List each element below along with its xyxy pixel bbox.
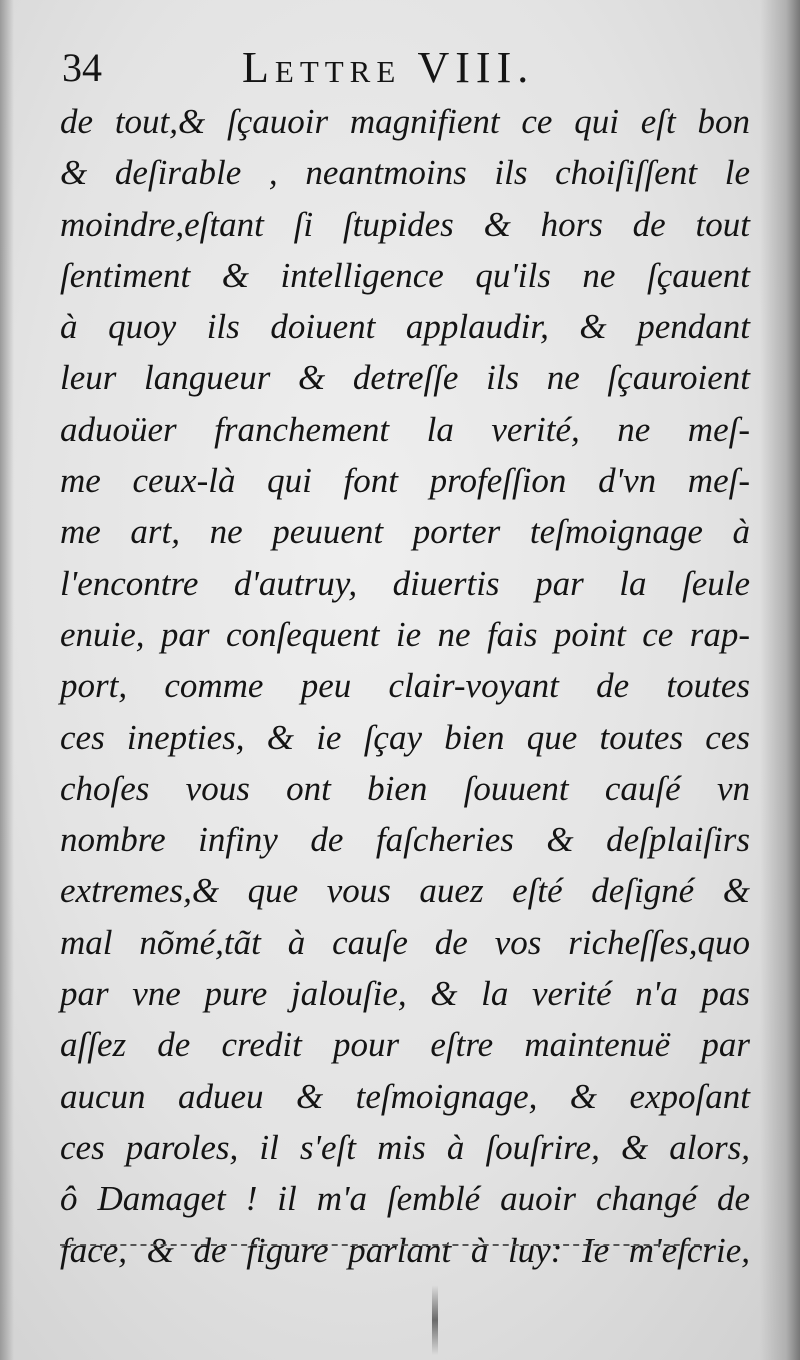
footer-rule bbox=[60, 1244, 710, 1246]
paper-crease-mark bbox=[432, 1285, 438, 1355]
text-line: extremes,& que vous auez eſté deſigné & bbox=[60, 871, 750, 911]
text-line: port, comme peu clair-voyant de toutes bbox=[60, 666, 750, 706]
text-line: ſentiment & intelligence qu'ils ne ſçauent bbox=[60, 255, 750, 295]
text-line: me art, ne peuuent porter teſmoignage à bbox=[60, 512, 750, 552]
text-line: enuie, par conſequent ie ne fais point ce rap- bbox=[60, 614, 750, 654]
text-line: à quoy ils doiuent applaudir, & pendant bbox=[60, 307, 750, 347]
text-line: de tout,& ſçauoir magnifient ce qui eſt bon bbox=[60, 102, 750, 141]
text-line: me ceux-là qui font profeſſion d'vn meſ- bbox=[60, 461, 750, 501]
text-line: face, & de figure parlant à luy: Ie m'eſcrie, bbox=[60, 1230, 750, 1270]
text-line: ces paroles, il s'eſt mis à ſouſrire, & alors, bbox=[60, 1127, 750, 1167]
running-head: Lettre VIII. bbox=[242, 43, 535, 92]
page-gutter-shadow bbox=[760, 0, 800, 1360]
body-text bbox=[60, 96, 750, 1276]
text-line: leur langueur & detreſſe ils ne ſçauroient bbox=[60, 358, 750, 398]
page-number: 34 bbox=[62, 45, 102, 90]
text-line: aſſez de credit pour eſtre maintenuë par bbox=[60, 1025, 750, 1065]
text-line: & deſirable , neantmoins ils choiſiſſent le bbox=[60, 153, 750, 193]
text-line: mal nõmé,tãt à cauſe de vos richeſſes,quo bbox=[60, 922, 750, 962]
text-line: aduoüer franchement la verité, ne meſ- bbox=[60, 409, 750, 449]
text-line: par vne pure jalouſie, & la verité n'a pas bbox=[60, 974, 750, 1014]
page-header bbox=[62, 40, 742, 100]
page-left-shadow bbox=[0, 0, 14, 1360]
text-line: aucun adueu & teſmoignage, & expoſant bbox=[60, 1076, 750, 1116]
text-line: l'encontre d'autruy, diuertis par la ſeule bbox=[60, 563, 750, 603]
text-line: moindre,eſtant ſi ſtupides & hors de tout bbox=[60, 204, 750, 244]
text-line: ces inepties, & ie ſçay bien que toutes ces bbox=[60, 717, 750, 757]
text-line: choſes vous ont bien ſouuent cauſé vn bbox=[60, 768, 750, 808]
text-line: ô Damaget ! il m'a ſemblé auoir changé de bbox=[60, 1179, 750, 1219]
text-line: nombre infiny de faſcheries & deſplaiſirs bbox=[60, 820, 750, 860]
